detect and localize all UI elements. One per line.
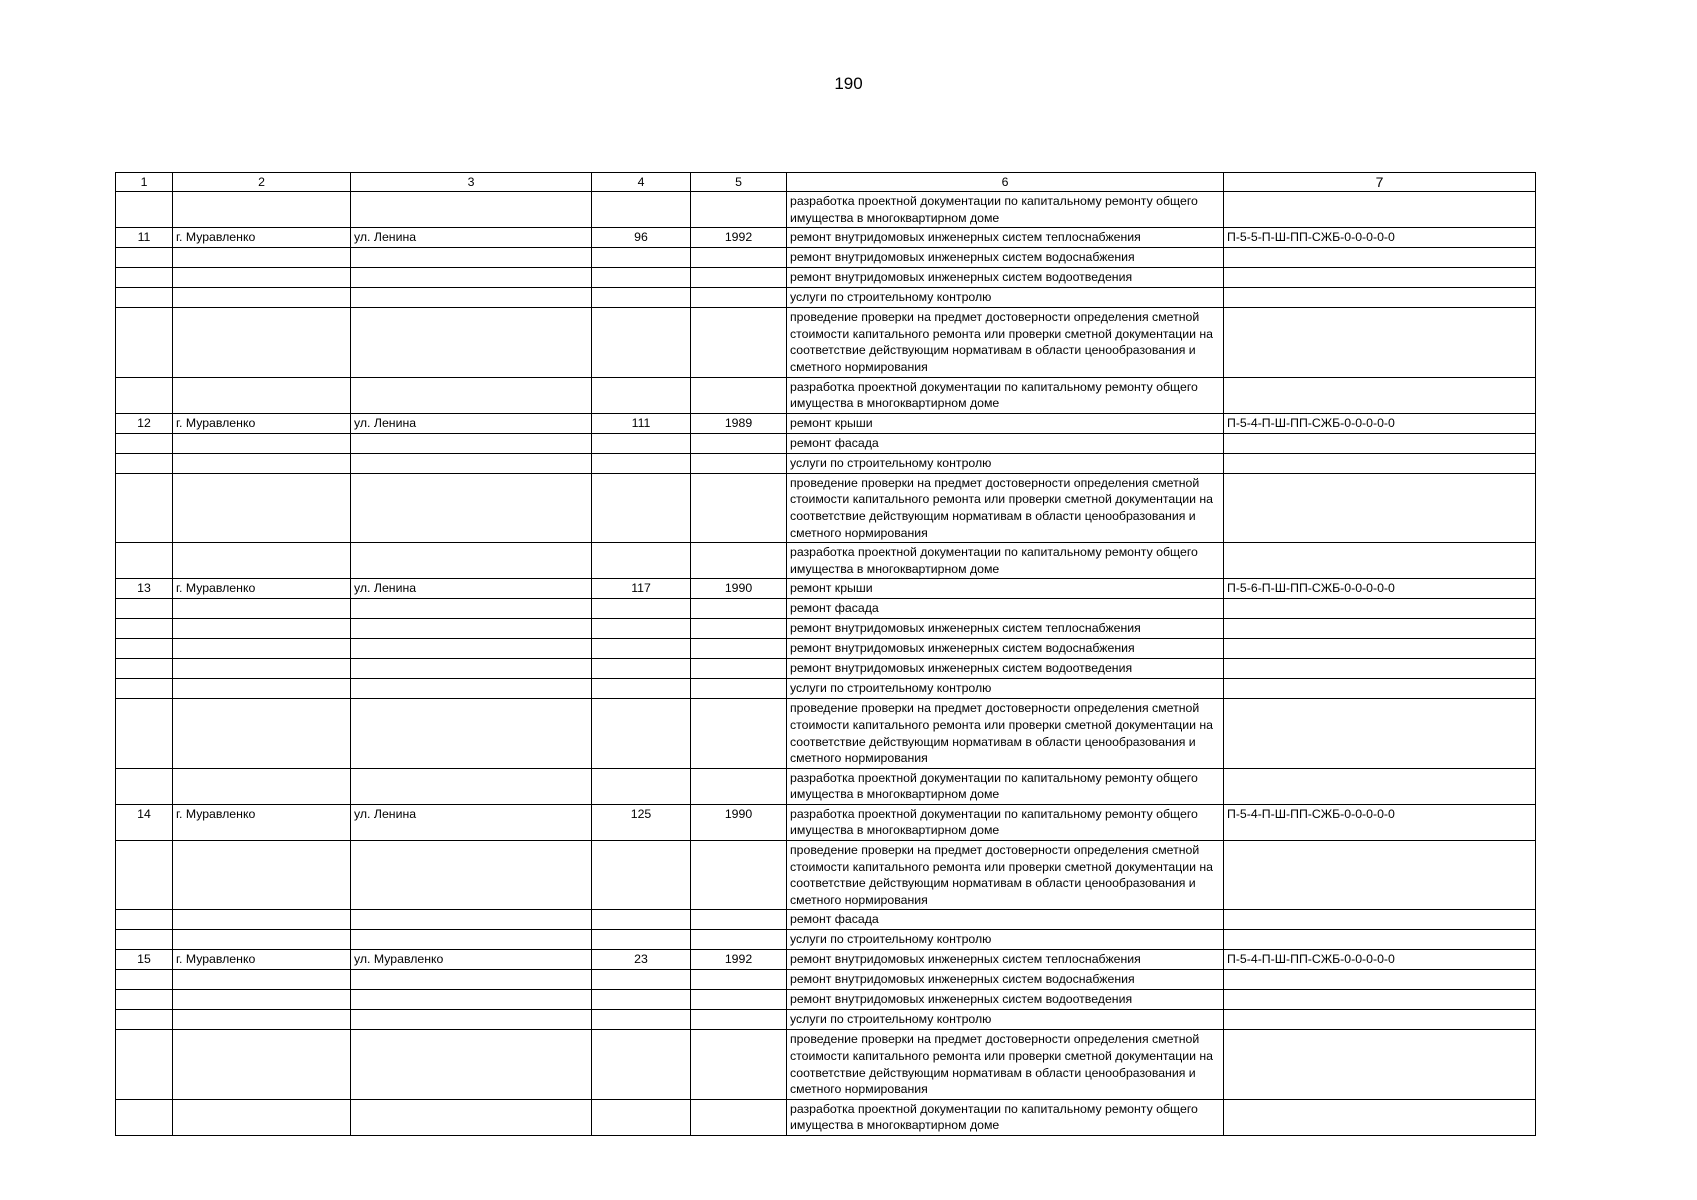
table-row	[116, 473, 1536, 542]
city-cell	[173, 930, 351, 950]
work-type-cell: услуги по строительному контролю	[787, 1010, 1224, 1030]
street-cell	[351, 990, 592, 1010]
city-cell	[173, 268, 351, 288]
row-number-cell	[116, 970, 173, 990]
page-number: 190	[834, 74, 863, 93]
house-number-cell	[592, 841, 691, 910]
work-type-cell: ремонт крыши	[787, 579, 1224, 599]
table-row	[116, 268, 1536, 288]
building-code-cell	[1224, 377, 1536, 413]
house-number-cell	[592, 453, 691, 473]
work-type-cell: ремонт внутридомовых инженерных систем водоснабжения	[787, 248, 1224, 268]
street-cell	[351, 768, 592, 804]
work-type-cell: разработка проектной документации по капитальному ремонту общего имущества в многоквартирном доме	[787, 1099, 1224, 1135]
street-cell	[351, 1030, 592, 1099]
building-code-cell	[1224, 619, 1536, 639]
year-cell	[691, 268, 787, 288]
house-number-cell	[592, 768, 691, 804]
row-number-cell	[116, 659, 173, 679]
year-cell	[691, 1010, 787, 1030]
table-row	[116, 377, 1536, 413]
house-number-cell	[592, 192, 691, 228]
works-table	[115, 172, 1536, 1136]
building-code-cell	[1224, 639, 1536, 659]
city-cell: г. Муравленко	[173, 579, 351, 599]
city-cell: г. Муравленко	[173, 804, 351, 840]
row-number-cell	[116, 543, 173, 579]
work-type-cell: ремонт крыши	[787, 413, 1224, 433]
row-number-cell	[116, 619, 173, 639]
street-cell	[351, 473, 592, 542]
city-cell	[173, 768, 351, 804]
building-code-cell: П-5-4-П-Ш-ПП-СЖБ-0-0-0-0-0	[1224, 804, 1536, 840]
row-number-cell: 11	[116, 228, 173, 248]
building-code-cell	[1224, 970, 1536, 990]
street-cell	[351, 543, 592, 579]
row-number-cell	[116, 768, 173, 804]
year-cell: 1992	[691, 950, 787, 970]
table-body	[116, 173, 1536, 1136]
street-cell	[351, 453, 592, 473]
work-type-cell: разработка проектной документации по капитальному ремонту общего имущества в многоквартирном доме	[787, 192, 1224, 228]
city-cell	[173, 639, 351, 659]
building-code-cell	[1224, 308, 1536, 377]
building-code-cell	[1224, 248, 1536, 268]
row-number-cell	[116, 599, 173, 619]
year-cell	[691, 970, 787, 990]
house-number-cell	[592, 910, 691, 930]
year-cell	[691, 910, 787, 930]
table-row	[116, 1010, 1536, 1030]
house-number-cell	[592, 990, 691, 1010]
year-cell	[691, 930, 787, 950]
building-code-cell	[1224, 543, 1536, 579]
house-number-cell	[592, 599, 691, 619]
year-cell	[691, 639, 787, 659]
street-cell	[351, 619, 592, 639]
year-cell	[691, 990, 787, 1010]
table-row	[116, 679, 1536, 699]
street-cell	[351, 910, 592, 930]
table-row	[116, 248, 1536, 268]
street-cell	[351, 268, 592, 288]
row-number-cell	[116, 268, 173, 288]
row-number-cell: 15	[116, 950, 173, 970]
year-cell	[691, 248, 787, 268]
row-number-cell	[116, 377, 173, 413]
year-cell	[691, 659, 787, 679]
table-row	[116, 413, 1536, 433]
work-type-cell: разработка проектной документации по капитальному ремонту общего имущества в многоквартирном доме	[787, 377, 1224, 413]
city-cell	[173, 599, 351, 619]
city-cell	[173, 910, 351, 930]
row-number-cell	[116, 1030, 173, 1099]
street-cell	[351, 1010, 592, 1030]
row-number-cell: 12	[116, 413, 173, 433]
year-cell	[691, 679, 787, 699]
street-cell: ул. Ленина	[351, 413, 592, 433]
building-code-cell	[1224, 1099, 1536, 1135]
building-code-cell	[1224, 473, 1536, 542]
year-cell: 1989	[691, 413, 787, 433]
street-cell	[351, 679, 592, 699]
year-cell	[691, 308, 787, 377]
house-number-cell: 125	[592, 804, 691, 840]
table-row	[116, 288, 1536, 308]
work-type-cell: разработка проектной документации по капитальному ремонту общего имущества в многоквартирном доме	[787, 543, 1224, 579]
year-cell	[691, 768, 787, 804]
table-row	[116, 599, 1536, 619]
building-code-cell	[1224, 453, 1536, 473]
work-type-cell: ремонт внутридомовых инженерных систем теплоснабжения	[787, 950, 1224, 970]
year-cell	[691, 841, 787, 910]
work-type-cell: разработка проектной документации по капитальному ремонту общего имущества в многоквартирном доме	[787, 804, 1224, 840]
year-cell	[691, 699, 787, 768]
row-number-cell	[116, 308, 173, 377]
building-code-cell	[1224, 1030, 1536, 1099]
work-type-cell: ремонт внутридомовых инженерных систем водоотведения	[787, 990, 1224, 1010]
building-code-cell	[1224, 679, 1536, 699]
house-number-cell	[592, 248, 691, 268]
house-number-cell	[592, 930, 691, 950]
building-code-cell: П-5-4-П-Ш-ПП-СЖБ-0-0-0-0-0	[1224, 950, 1536, 970]
street-cell	[351, 639, 592, 659]
year-cell	[691, 619, 787, 639]
year-cell	[691, 453, 787, 473]
table-row	[116, 1030, 1536, 1099]
table-row	[116, 453, 1536, 473]
house-number-cell	[592, 639, 691, 659]
header-cell-1: 1	[116, 173, 173, 192]
row-number-cell: 13	[116, 579, 173, 599]
work-type-cell: проведение проверки на предмет достоверности определения сметной стоимости капитального ремонта или проверки сметной документации на соответствие действующим нормативам в области ценообразования и сметного нормирования	[787, 1030, 1224, 1099]
city-cell	[173, 192, 351, 228]
row-number-cell	[116, 930, 173, 950]
building-code-cell	[1224, 910, 1536, 930]
city-cell	[173, 453, 351, 473]
street-cell	[351, 288, 592, 308]
year-cell	[691, 288, 787, 308]
year-cell	[691, 1030, 787, 1099]
city-cell	[173, 699, 351, 768]
work-type-cell: услуги по строительному контролю	[787, 288, 1224, 308]
work-type-cell: проведение проверки на предмет достоверности определения сметной стоимости капитального ремонта или проверки сметной документации на соответствие действующим нормативам в области ценообразования и сметного нормирования	[787, 841, 1224, 910]
table-row	[116, 930, 1536, 950]
house-number-cell	[592, 473, 691, 542]
street-cell	[351, 659, 592, 679]
street-cell: ул. Ленина	[351, 228, 592, 248]
work-type-cell: ремонт фасада	[787, 599, 1224, 619]
year-cell: 1990	[691, 579, 787, 599]
street-cell: ул. Муравленко	[351, 950, 592, 970]
city-cell	[173, 619, 351, 639]
street-cell	[351, 1099, 592, 1135]
work-type-cell: ремонт внутридомовых инженерных систем водоотведения	[787, 268, 1224, 288]
table-row	[116, 768, 1536, 804]
city-cell	[173, 288, 351, 308]
house-number-cell	[592, 288, 691, 308]
row-number-cell	[116, 453, 173, 473]
header-cell-4: 4	[592, 173, 691, 192]
house-number-cell	[592, 1010, 691, 1030]
year-cell	[691, 1099, 787, 1135]
work-type-cell: проведение проверки на предмет достоверности определения сметной стоимости капитального ремонта или проверки сметной документации на соответствие действующим нормативам в области ценообразования и сметного нормирования	[787, 699, 1224, 768]
table-row	[116, 1099, 1536, 1135]
row-number-cell	[116, 990, 173, 1010]
work-type-cell: услуги по строительному контролю	[787, 453, 1224, 473]
city-cell	[173, 377, 351, 413]
building-code-cell: П-5-5-П-Ш-ПП-СЖБ-0-0-0-0-0	[1224, 228, 1536, 248]
city-cell: г. Муравленко	[173, 413, 351, 433]
house-number-cell	[592, 699, 691, 768]
row-number-cell	[116, 192, 173, 228]
table-row	[116, 990, 1536, 1010]
year-cell	[691, 599, 787, 619]
row-number-cell	[116, 699, 173, 768]
table-row	[116, 192, 1536, 228]
building-code-cell	[1224, 768, 1536, 804]
header-cell-5: 5	[691, 173, 787, 192]
table-row	[116, 659, 1536, 679]
house-number-cell: 23	[592, 950, 691, 970]
city-cell	[173, 1030, 351, 1099]
year-cell	[691, 377, 787, 413]
building-code-cell: П-5-6-П-Ш-ПП-СЖБ-0-0-0-0-0	[1224, 579, 1536, 599]
year-cell	[691, 433, 787, 453]
house-number-cell	[592, 679, 691, 699]
row-number-cell	[116, 433, 173, 453]
house-number-cell	[592, 619, 691, 639]
house-number-cell	[592, 268, 691, 288]
year-cell	[691, 543, 787, 579]
table-row	[116, 950, 1536, 970]
work-type-cell: ремонт внутридомовых инженерных систем теплоснабжения	[787, 619, 1224, 639]
header-row	[116, 173, 1536, 192]
street-cell	[351, 192, 592, 228]
city-cell	[173, 248, 351, 268]
house-number-cell: 111	[592, 413, 691, 433]
work-type-cell: услуги по строительному контролю	[787, 930, 1224, 950]
city-cell	[173, 1010, 351, 1030]
table-row	[116, 970, 1536, 990]
house-number-cell	[592, 1030, 691, 1099]
year-cell: 1990	[691, 804, 787, 840]
table-row	[116, 639, 1536, 659]
header-cell-7: 7	[1224, 173, 1536, 192]
city-cell	[173, 970, 351, 990]
header-cell-3: 3	[351, 173, 592, 192]
building-code-cell	[1224, 1010, 1536, 1030]
city-cell	[173, 543, 351, 579]
building-code-cell	[1224, 930, 1536, 950]
house-number-cell	[592, 543, 691, 579]
street-cell	[351, 433, 592, 453]
row-number-cell	[116, 248, 173, 268]
city-cell	[173, 841, 351, 910]
building-code-cell	[1224, 659, 1536, 679]
row-number-cell: 14	[116, 804, 173, 840]
work-type-cell: ремонт внутридомовых инженерных систем водоснабжения	[787, 639, 1224, 659]
work-type-cell: ремонт внутридомовых инженерных систем водоснабжения	[787, 970, 1224, 990]
row-number-cell	[116, 473, 173, 542]
table-row	[116, 228, 1536, 248]
work-type-cell: проведение проверки на предмет достоверности определения сметной стоимости капитального ремонта или проверки сметной документации на соответствие действующим нормативам в области ценообразования и сметного нормирования	[787, 308, 1224, 377]
building-code-cell	[1224, 433, 1536, 453]
street-cell	[351, 699, 592, 768]
building-code-cell: П-5-4-П-Ш-ПП-СЖБ-0-0-0-0-0	[1224, 413, 1536, 433]
table-row	[116, 543, 1536, 579]
building-code-cell	[1224, 990, 1536, 1010]
table-row	[116, 699, 1536, 768]
table-row	[116, 308, 1536, 377]
city-cell	[173, 679, 351, 699]
row-number-cell	[116, 1010, 173, 1030]
building-code-cell	[1224, 841, 1536, 910]
table-row	[116, 619, 1536, 639]
city-cell: г. Муравленко	[173, 950, 351, 970]
row-number-cell	[116, 841, 173, 910]
work-type-cell: ремонт внутридомовых инженерных систем теплоснабжения	[787, 228, 1224, 248]
building-code-cell	[1224, 192, 1536, 228]
work-type-cell: ремонт внутридомовых инженерных систем водоотведения	[787, 659, 1224, 679]
street-cell	[351, 970, 592, 990]
table-row	[116, 841, 1536, 910]
work-type-cell: разработка проектной документации по капитальному ремонту общего имущества в многоквартирном доме	[787, 768, 1224, 804]
row-number-cell	[116, 679, 173, 699]
street-cell	[351, 841, 592, 910]
work-type-cell: ремонт фасада	[787, 910, 1224, 930]
row-number-cell	[116, 1099, 173, 1135]
work-type-cell: ремонт фасада	[787, 433, 1224, 453]
house-number-cell	[592, 308, 691, 377]
house-number-cell	[592, 970, 691, 990]
header-cell-2: 2	[173, 173, 351, 192]
year-cell: 1992	[691, 228, 787, 248]
street-cell	[351, 930, 592, 950]
house-number-cell: 96	[592, 228, 691, 248]
street-cell	[351, 599, 592, 619]
row-number-cell	[116, 639, 173, 659]
table-row	[116, 804, 1536, 840]
year-cell	[691, 473, 787, 542]
table-row	[116, 433, 1536, 453]
city-cell	[173, 659, 351, 679]
house-number-cell	[592, 377, 691, 413]
street-cell: ул. Ленина	[351, 804, 592, 840]
table-row	[116, 910, 1536, 930]
city-cell	[173, 1099, 351, 1135]
header-cell-6: 6	[787, 173, 1224, 192]
house-number-cell	[592, 1099, 691, 1135]
house-number-cell	[592, 659, 691, 679]
city-cell	[173, 308, 351, 377]
street-cell	[351, 377, 592, 413]
city-cell	[173, 990, 351, 1010]
house-number-cell	[592, 433, 691, 453]
street-cell	[351, 308, 592, 377]
building-code-cell	[1224, 288, 1536, 308]
year-cell	[691, 192, 787, 228]
building-code-cell	[1224, 599, 1536, 619]
city-cell: г. Муравленко	[173, 228, 351, 248]
work-type-cell: проведение проверки на предмет достоверности определения сметной стоимости капитального ремонта или проверки сметной документации на соответствие действующим нормативам в области ценообразования и сметного нормирования	[787, 473, 1224, 542]
table-row	[116, 579, 1536, 599]
building-code-cell	[1224, 699, 1536, 768]
city-cell	[173, 473, 351, 542]
building-code-cell	[1224, 268, 1536, 288]
work-type-cell: услуги по строительному контролю	[787, 679, 1224, 699]
row-number-cell	[116, 910, 173, 930]
house-number-cell: 117	[592, 579, 691, 599]
street-cell: ул. Ленина	[351, 579, 592, 599]
street-cell	[351, 248, 592, 268]
city-cell	[173, 433, 351, 453]
row-number-cell	[116, 288, 173, 308]
